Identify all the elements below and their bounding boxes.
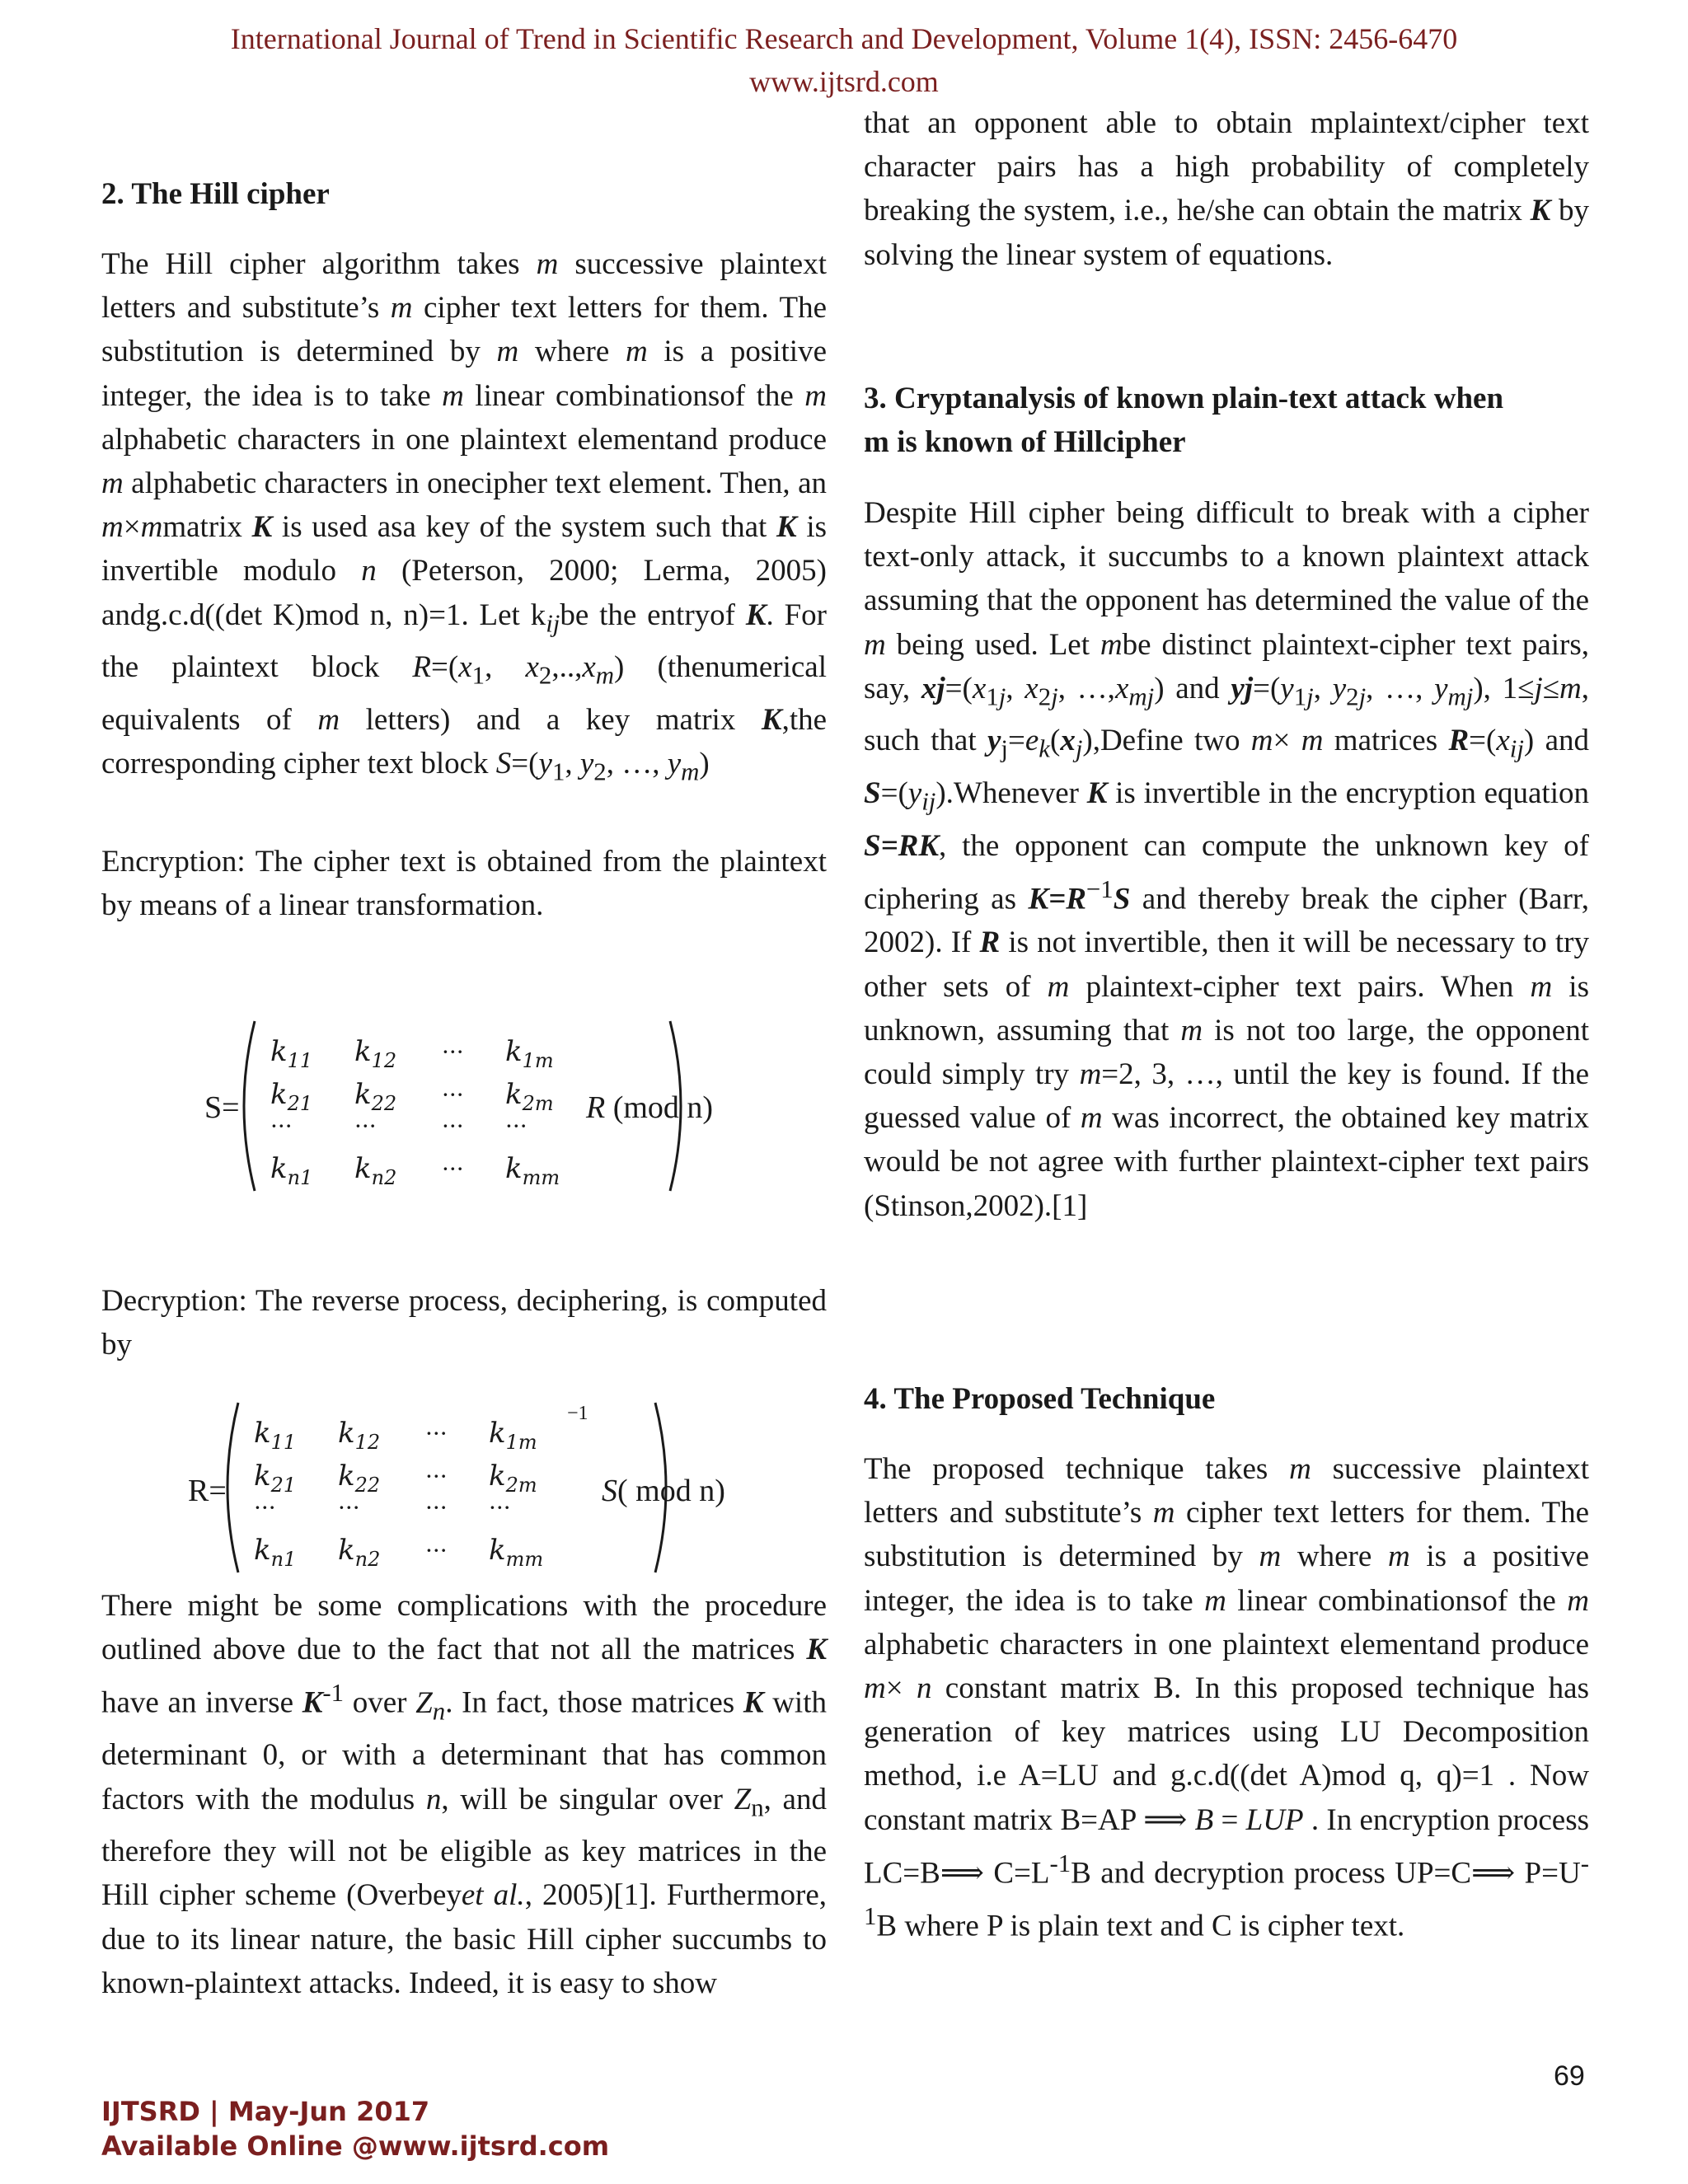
matrix-ellipsis: ··· bbox=[425, 1537, 448, 1564]
complications-paragraph: There might be some complications with the procedure outlined above due to the fact that not all the matrices K have an inverse $K^{-1}$ over $Z_n$. In fact, those matrices K with determinant 0, or with a determinant that has common factors with the modulus n, will be singular over $Z_n$, and therefore they will not be eligible as key matrices in the Hill cipher scheme (Overbeyet al., 2005)[1]. Furthermore, due to its linear nature, the basic Hill cipher succumbs to known-plaintext attacks. Indeed, it is easy to show bbox=[101, 1589, 827, 2000]
matrix-ellipsis: ··· bbox=[338, 1494, 360, 1521]
enc-lhs: S= bbox=[204, 1090, 240, 1125]
matrix-ellipsis: ··· bbox=[442, 1113, 464, 1140]
matrix-entry: $k_{n1}$ bbox=[254, 1534, 297, 1571]
dec-rhs bbox=[602, 1469, 725, 1513]
section-2-title: 2. The Hill cipher bbox=[101, 177, 330, 211]
matrix-ellipsis: ··· bbox=[254, 1494, 276, 1521]
section-4-title: 4. The Proposed Technique bbox=[864, 1382, 1216, 1416]
page-number: 69 bbox=[1554, 2060, 1585, 2092]
matrix-entry: $k_{mm}$ bbox=[505, 1152, 560, 1189]
enc-rhs-var: R bbox=[586, 1090, 606, 1125]
enc-rhs bbox=[586, 1086, 713, 1130]
matrix-ellipsis: ··· bbox=[489, 1494, 511, 1521]
matrix-entry: $k_{22}$ bbox=[338, 1460, 381, 1497]
matrix-entry: $k_{2m}$ bbox=[489, 1460, 537, 1497]
matrix-entry: $k_{11}$ bbox=[270, 1035, 313, 1072]
encryption-equation bbox=[101, 1010, 827, 1199]
matrix-entry: $k_{21}$ bbox=[270, 1078, 313, 1115]
section-3-title-line2: m is known of Hillcipher bbox=[864, 425, 1186, 459]
matrix-entry: $k_{n2}$ bbox=[338, 1534, 381, 1571]
dec-rhs-var: S bbox=[602, 1474, 617, 1508]
matrix-entry: $k_{2m}$ bbox=[505, 1078, 554, 1115]
matrix-ellipsis: ··· bbox=[505, 1113, 528, 1140]
matrix-ellipsis: ··· bbox=[425, 1494, 448, 1521]
matrix-ellipsis: ··· bbox=[442, 1038, 464, 1066]
matrix-ellipsis: ··· bbox=[270, 1113, 293, 1140]
enc-rhs-mod: (mod n) bbox=[612, 1090, 714, 1125]
matrix-entry: $k_{n2}$ bbox=[354, 1152, 397, 1189]
matrix-ellipsis: ··· bbox=[425, 1463, 448, 1490]
matrix-entry: $k_{n1}$ bbox=[270, 1152, 313, 1189]
matrix-ellipsis: ··· bbox=[442, 1155, 464, 1183]
matrix-entry: $k_{11}$ bbox=[254, 1417, 297, 1454]
footer-journal: IJTSRD | May-Jun 2017 bbox=[101, 2096, 430, 2127]
matrix-entry: $k_{12}$ bbox=[338, 1417, 381, 1454]
dec-exponent: −1 bbox=[567, 1403, 588, 1424]
decryption-paragraph: Decryption: The reverse process, deciphering, is computed by bbox=[101, 1284, 827, 1362]
dec-lhs: R= bbox=[188, 1474, 227, 1508]
matrix-entry: $k_{21}$ bbox=[254, 1460, 297, 1497]
cryptanalysis-paragraph: Despite Hill cipher being difficult to break with a cipher text-only attack, it succumbs to a known plaintext attack assuming that the opponent has determined the value of the m being used. Let mbe distinct plaintext-cipher text pairs, say, $xj=(x_{1j}$, $x_{2j}$, $\dots,x_{mj}$) and $yj=(y_{1j}$, $y_{2j}$, …, $y_{mj}$), 1≤j≤m, such that $y_j=e_k(x_j),Define$ two m× m matrices $R=(x_{ij})$ and $S=(y_{ij}).Whenever$ K is invertible in the encryption equation S=RK, the opponent can compute the unknown key of ciphering as $K=R^{-1}S$ and thereby break the cipher (Barr, 2002). If R is not invertible, then it will be necessary to try other sets of m plaintext-cipher text pairs. When m is unknown, assuming that m is not too large, the opponent could simply try m=2, 3, …, until the key is found. If the guessed value of m was incorrect, the obtained key matrix would be not agree with further plaintext-cipher text pairs (Stinson,2002).[1] bbox=[864, 496, 1590, 1223]
matrix-entry: $k_{1m}$ bbox=[489, 1417, 537, 1454]
continuation-paragraph: that an opponent able to obtain mplaintext/cipher text character pairs has a high probability of completely breaking the system, i.e., he/she can obtain the matrix K by solving the linear system of equations. bbox=[864, 106, 1590, 272]
proposed-technique-paragraph: The proposed technique takes m successive plaintext letters and substitute’s m cipher text letters for them. The substitution is determined by m where m is a positive integer, the idea is to take m linear combinationsof the m alphabetic characters in one plaintext elementand produce m× n constant matrix B. In this proposed technique has generation of key matrices using LU Decomposition method, i.e A=LU and g.c.d((det A)mod q, q)=1 . Now constant matrix B=AP ⟹ B = LUP . In encryption process LC=B⟹ $C=L^{-1}B$ and decryption process UP=C⟹ $P=U^{-1}B$ where P is plain text and C is cipher text. bbox=[864, 1452, 1590, 1943]
matrix-ellipsis: ··· bbox=[442, 1081, 464, 1108]
matrix-entry: $k_{22}$ bbox=[354, 1078, 397, 1115]
matrix-ellipsis: ··· bbox=[425, 1420, 448, 1447]
matrix-entry: $k_{mm}$ bbox=[489, 1534, 544, 1571]
section-3-title-line1: 3. Cryptanalysis of known plain-text attack when bbox=[864, 382, 1504, 415]
matrix-entry: $k_{12}$ bbox=[354, 1035, 397, 1072]
hill-cipher-paragraph: The Hill cipher algorithm takes m successive plaintext letters and substitute’s m cipher text letters for them. The substitution is determined by m where m is a positive integer, the idea is to take m linear combinationsof the m alphabetic characters in one plaintext elementand produce m alphabetic characters in onecipher text element. Then, an m×mmatrix K is used asa key of the system such that K is invertible modulo n (Peterson, 2000; Lerma, 2005) andg.c.d((det K)mod n, n)=1. Let $k_{ij}be$ the entryof K. For the plaintext block $R=(x_1$, $x_2,..,x_m$) (thenumerical equivalents of m letters) and a key matrix K,the corresponding cipher text block $S=(y_1$, $y_2$, …, $y_m$) bbox=[101, 247, 828, 786]
encryption-paragraph: Encryption: The cipher text is obtained from the plaintext by means of a linear transformation. bbox=[101, 845, 827, 923]
matrix-entry: $k_{1m}$ bbox=[505, 1035, 554, 1072]
journal-header: International Journal of Trend in Scientific Research and Development, Volume 1(4), ISSN: 2456-6470 bbox=[230, 22, 1458, 55]
matrix-ellipsis: ··· bbox=[354, 1113, 377, 1140]
dec-rhs-mod: ( mod n) bbox=[617, 1474, 725, 1508]
journal-url: www.ijtsrd.com bbox=[749, 65, 939, 98]
footer-url: Available Online @www.ijtsrd.com bbox=[101, 2130, 610, 2162]
decryption-equation bbox=[101, 1391, 827, 1581]
